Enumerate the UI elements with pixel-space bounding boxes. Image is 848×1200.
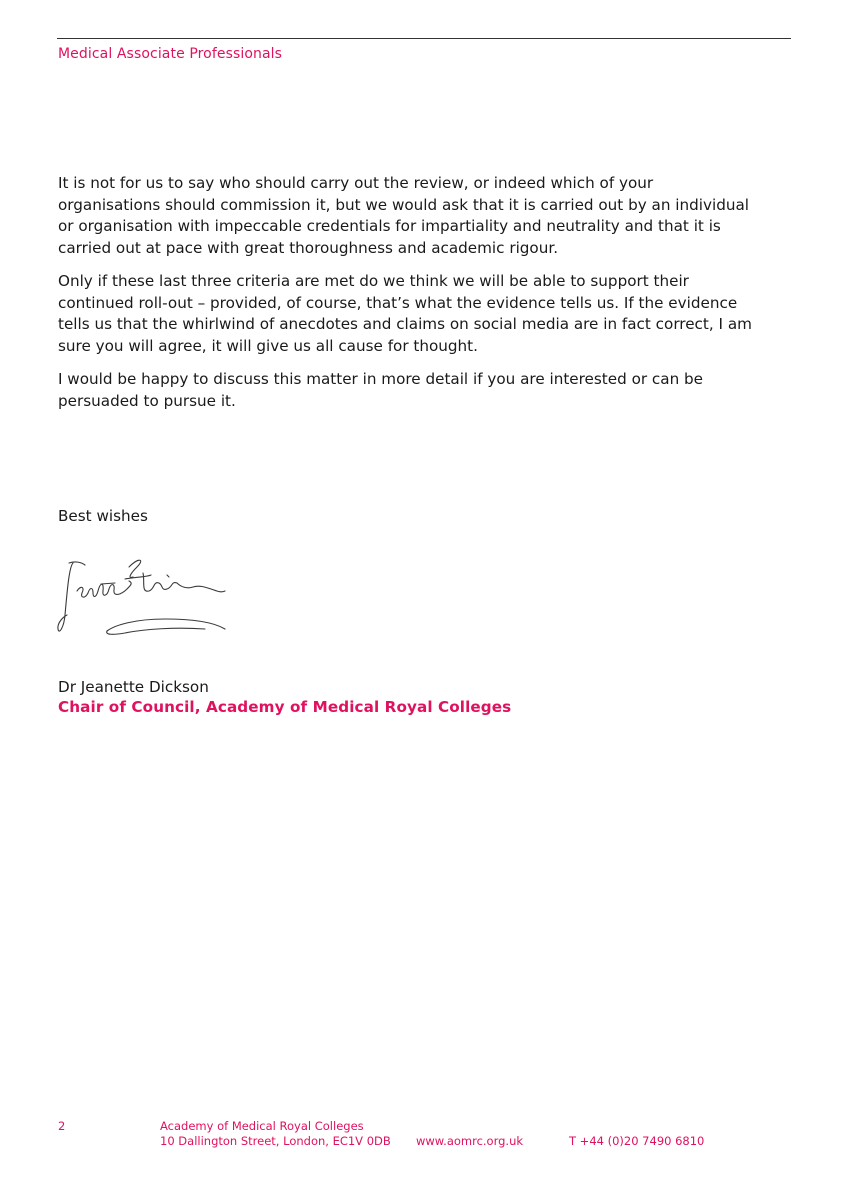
footer-org-name: Academy of Medical Royal Colleges (160, 1119, 364, 1133)
signatory-title: Chair of Council, Academy of Medical Royal Colleges (58, 698, 512, 716)
footer-website: www.aomrc.org.uk (416, 1134, 524, 1148)
closing-salutation: Best wishes (58, 507, 148, 525)
header-rule (57, 38, 791, 39)
body-paragraph-2: Only if these last three criteria are met do we think we will be able to support their continued roll-out – provided, of course, that’s what the evidence tells us. If the evidence tells us that the whirlwind of anecdotes and claims on social media are in fact correct, I am sure you will agree, it will give us all cause for thought. (58, 272, 752, 355)
letter-body (58, 173, 758, 424)
body-paragraph-1: It is not for us to say who should carry out the review, or indeed which of your organisations should commission it, but we would ask that it is carried out by an individual or organisation with impeccable credentials for impartiality and neutrality and that it is carried out at pace with great thoroughness and academic rigour. (58, 174, 750, 257)
footer-street-address: 10 Dallington Street, London, EC1V 0DB (160, 1134, 391, 1148)
footer-phone: T +44 (0)20 7490 6810 (569, 1134, 705, 1148)
signatory-name: Dr Jeanette Dickson (58, 678, 209, 696)
handwritten-signature (55, 553, 233, 641)
body-paragraph-3: I would be happy to discuss this matter in more detail if you are interested or can be persuaded to pursue it. (58, 370, 704, 410)
page-number: 2 (58, 1119, 66, 1133)
running-header-title: Medical Associate Professionals (58, 46, 283, 62)
footer-address-block (160, 1119, 391, 1149)
